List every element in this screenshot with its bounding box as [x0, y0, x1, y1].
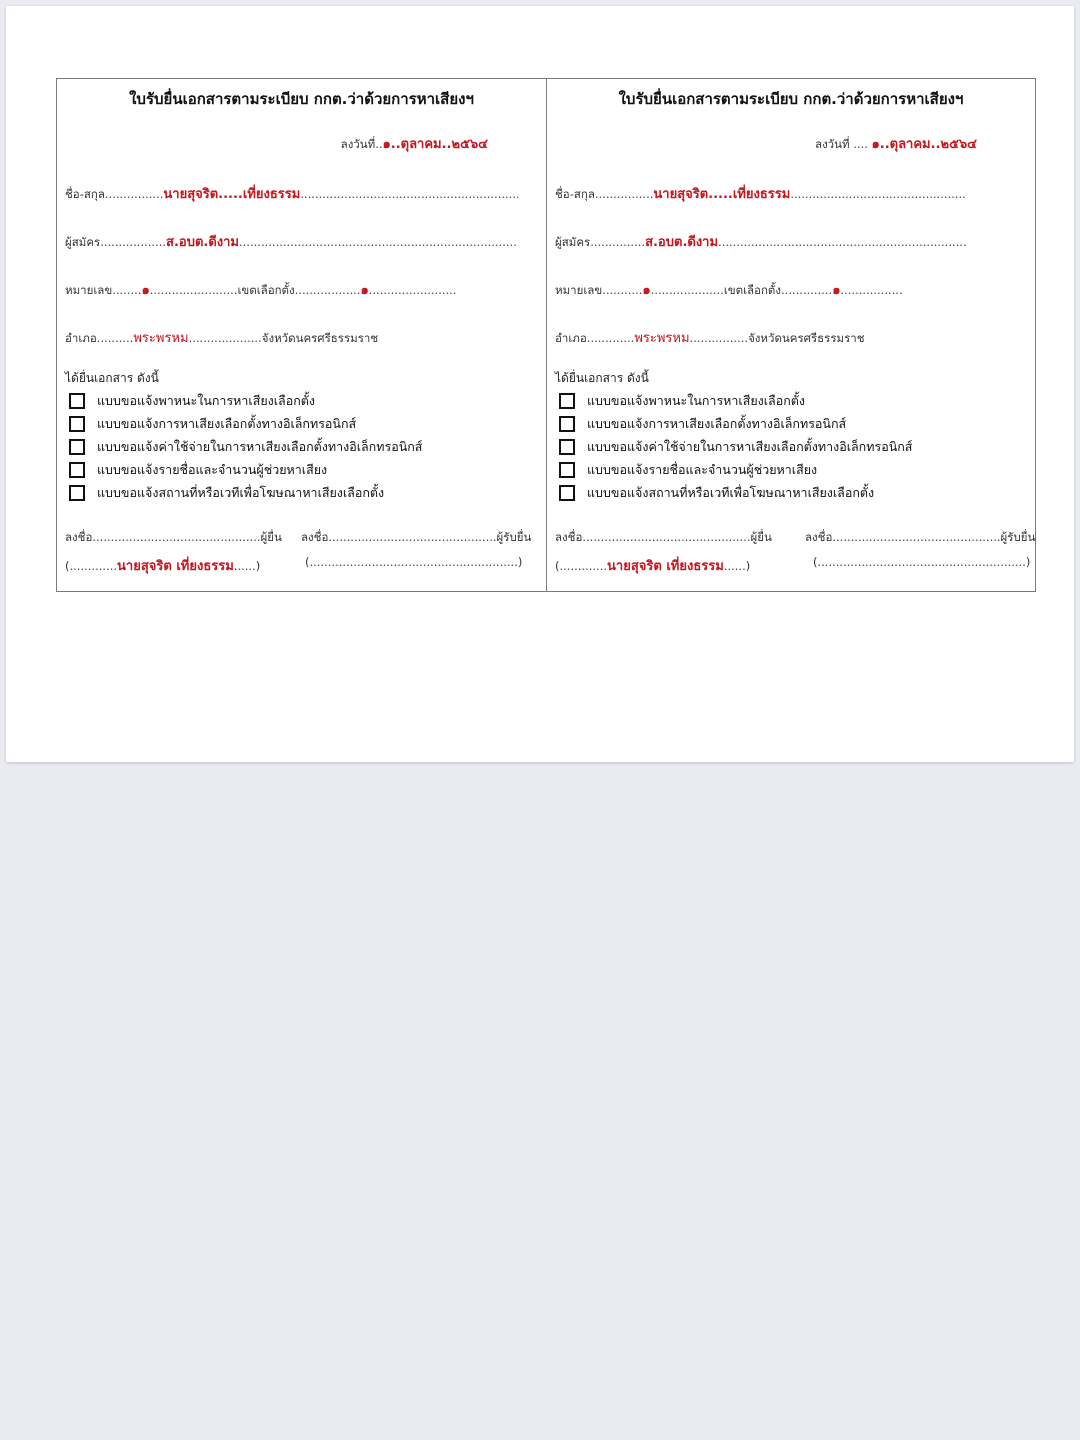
checklist-item[interactable]: แบบขอแจ้งค่าใช้จ่ายในการหาเสียงเลือกตั้งทางอิเล็กทรอนิกส์	[69, 435, 422, 458]
district-value: ๑	[360, 283, 369, 298]
date-prefix: ..	[375, 137, 383, 151]
submitter-label: ผู้ยื่น	[260, 530, 282, 544]
checkbox[interactable]	[69, 462, 85, 478]
receiver-label: ผู้รับยื่น	[496, 530, 532, 544]
form-title: ใบรับยื่นเอกสารตามระเบียบ กกต.ว่าด้วยการหาเสียงฯ	[618, 90, 964, 108]
number-line: หมายเลข ........ ๑ ........................ เขตเลือกตั้ง .................. ๑ ........................	[65, 279, 456, 300]
sign-label: ลงชื่อ	[555, 530, 583, 544]
receiver-signature-line: ลงชื่อ .............................................. ผู้รับยื่น	[301, 529, 531, 547]
applicant-label: ผู้สมัคร	[65, 235, 101, 249]
date-label: ลงวันที่	[815, 137, 850, 151]
submitter-signature-line: ลงชื่อ .............................................. ผู้ยื่น	[65, 529, 282, 547]
sign-label: ลงชื่อ	[805, 530, 833, 544]
checklist-item[interactable]: แบบขอแจ้งสถานที่หรือเวทีเพื่อโฆษณาหาเสียงเลือกตั้ง	[69, 481, 422, 504]
checklist-item[interactable]: แบบขอแจ้งการหาเสียงเลือกตั้งทางอิเล็กทรอนิกส์	[559, 412, 912, 435]
checkbox[interactable]	[559, 416, 575, 432]
submitter-name: นายสุจริต เที่ยงธรรม	[607, 559, 724, 574]
date-prefix: ....	[849, 137, 872, 151]
document-checklist	[69, 389, 422, 504]
amphoe-line: อำเภอ ............. พระพรหม ................ จังหวัดนครศรีธรรมราช	[555, 327, 865, 348]
checklist-item[interactable]: แบบขอแจ้งพาหนะในการหาเสียงเลือกตั้ง	[69, 389, 422, 412]
receipt-forms	[56, 78, 1036, 592]
sign-label: ลงชื่อ	[65, 530, 93, 544]
receiver-signature-line: ลงชื่อ .............................................. ผู้รับยื่น	[805, 529, 1035, 547]
number-line: หมายเลข ........... ๑ .................... เขตเลือกตั้ง .............. ๑ .................	[555, 279, 903, 300]
number-label: หมายเลข	[65, 283, 113, 297]
submitter-name-line: ( ............. นายสุจริต เที่ยงธรรม ...... )	[555, 555, 750, 576]
date-label: ลงวันที่	[340, 137, 376, 151]
province-text: จังหวัดนครศรีธรรมราช	[748, 331, 865, 345]
applicant-label: ผู้สมัคร	[555, 235, 591, 249]
checkbox[interactable]	[69, 416, 85, 432]
district-label: เขตเลือกตั้ง	[723, 283, 782, 297]
name-line: ชื่อ-สกุล ................ นายสุจริต.....เที่ยงธรรม .....	[555, 183, 967, 204]
number-value: ๑	[141, 283, 150, 298]
name-label: ชื่อ-สกุล	[555, 187, 595, 201]
date-value: ๑..ตุลาคม..๒๕๖๔	[871, 137, 977, 152]
checkbox[interactable]	[559, 485, 575, 501]
checklist-item[interactable]: แบบขอแจ้งพาหนะในการหาเสียงเลือกตั้ง	[559, 389, 912, 412]
sign-label: ลงชื่อ	[301, 530, 329, 544]
amphoe-label: อำเภอ	[555, 331, 587, 345]
amphoe-value: พระพรหม	[133, 331, 189, 346]
receipt-card-right	[546, 79, 1035, 591]
amphoe-label: อำเภอ	[65, 331, 97, 345]
docs-heading: ได้ยื่นเอกสาร ดังนี้	[65, 371, 159, 385]
date-line	[815, 133, 977, 154]
checkbox[interactable]	[69, 485, 85, 501]
district-label: เขตเลือกตั้ง	[237, 283, 295, 297]
name-value: นายสุจริต.....เที่ยงธรรม	[653, 187, 791, 202]
district-value: ๑	[832, 283, 841, 298]
applicant-value: ส.อบต.ดีงาม	[166, 235, 240, 250]
applicant-value: ส.อบต.ดีงาม	[645, 235, 719, 250]
docs-heading: ได้ยื่นเอกสาร ดังนี้	[555, 371, 649, 385]
document-page	[6, 6, 1074, 762]
form-title: ใบรับยื่นเอกสารตามระเบียบ กกต.ว่าด้วยการหาเสียงฯ	[129, 90, 474, 108]
name-value: นายสุจริต.....เที่ยงธรรม	[163, 187, 301, 202]
checklist-item[interactable]: แบบขอแจ้งสถานที่หรือเวทีเพื่อโฆษณาหาเสียงเลือกตั้ง	[559, 481, 912, 504]
name-label: ชื่อ-สกุล	[65, 187, 105, 201]
checkbox[interactable]	[559, 439, 575, 455]
number-label: หมายเลข	[555, 283, 603, 297]
applicant-line: ผู้สมัคร ............... ส.อบต.ดีงาม .....	[555, 231, 967, 252]
amphoe-line: อำเภอ .......... พระพรหม .................... จังหวัดนครศรีธรรมราช	[65, 327, 378, 348]
checklist-item[interactable]: แบบขอแจ้งรายชื่อและจำนวนผู้ช่วยหาเสียง	[559, 458, 912, 481]
checklist-item[interactable]: แบบขอแจ้งการหาเสียงเลือกตั้งทางอิเล็กทรอนิกส์	[69, 412, 422, 435]
receipt-card-left	[57, 79, 546, 591]
submitter-name-line: ( ............. นายสุจริต เที่ยงธรรม ...... )	[65, 555, 260, 576]
applicant-line: ผู้สมัคร .................. ส.อบต.ดีงาม .....	[65, 231, 518, 252]
submitter-name: นายสุจริต เที่ยงธรรม	[117, 559, 234, 574]
receiver-label: ผู้รับยื่น	[1000, 530, 1036, 544]
document-checklist	[559, 389, 912, 504]
amphoe-value: พระพรหม	[634, 331, 690, 346]
checkbox[interactable]	[559, 393, 575, 409]
date-value: ๑..ตุลาคม..๒๕๖๔	[382, 137, 488, 152]
name-line: ชื่อ-สกุล ................ นายสุจริต.....เที่ยงธรรม .....	[65, 183, 518, 204]
submitter-label: ผู้ยื่น	[750, 530, 772, 544]
receiver-name-line: ( ......................................................... )	[305, 555, 523, 569]
province-text: จังหวัดนครศรีธรรมราช	[261, 331, 379, 345]
receiver-name-line: ( ......................................................... )	[813, 555, 1031, 569]
checklist-item[interactable]: แบบขอแจ้งค่าใช้จ่ายในการหาเสียงเลือกตั้งทางอิเล็กทรอนิกส์	[559, 435, 912, 458]
submitter-signature-line: ลงชื่อ .............................................. ผู้ยื่น	[555, 529, 772, 547]
date-line	[341, 133, 488, 154]
checkbox[interactable]	[559, 462, 575, 478]
checklist-item[interactable]: แบบขอแจ้งรายชื่อและจำนวนผู้ช่วยหาเสียง	[69, 458, 422, 481]
checkbox[interactable]	[69, 439, 85, 455]
checkbox[interactable]	[69, 393, 85, 409]
number-value: ๑	[642, 283, 651, 298]
